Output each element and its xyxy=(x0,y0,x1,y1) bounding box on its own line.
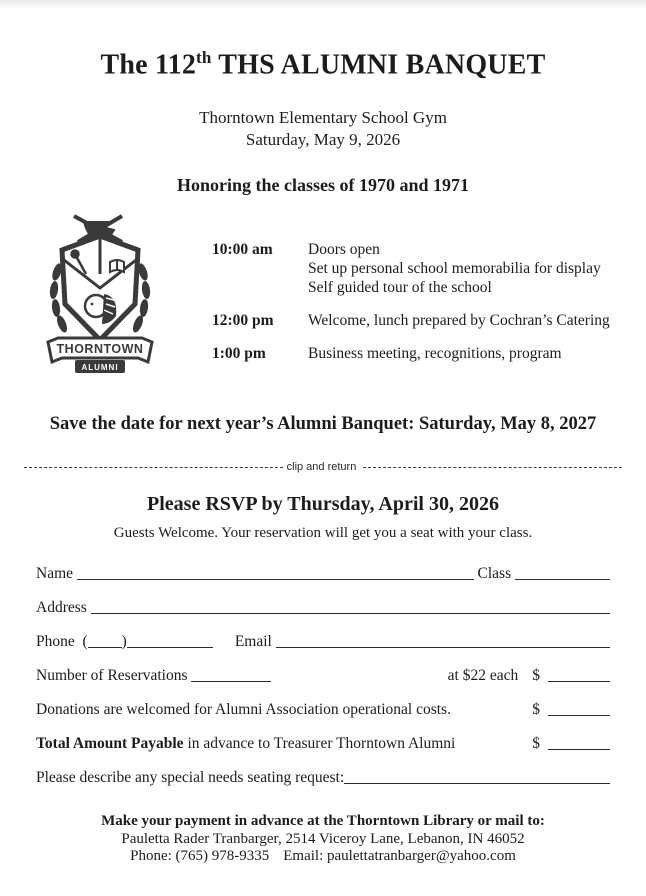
total-row xyxy=(36,734,610,753)
banner-ribbon xyxy=(48,338,152,373)
paren-open: ( xyxy=(82,633,88,651)
contact-line xyxy=(36,848,610,866)
venue-line: Thorntown Elementary School Gym xyxy=(199,108,447,128)
phone-label: Phone xyxy=(36,633,83,651)
class-field[interactable] xyxy=(515,579,610,580)
save-the-date-line: Save the date for next year’s Alumni Banquet: Saturday, May 8, 2027 xyxy=(49,414,597,435)
donations-amount-field[interactable] xyxy=(548,715,610,716)
donations-amount-group xyxy=(532,701,610,719)
schedule-item: Business meeting, recognitions, program xyxy=(308,345,562,363)
class-label: Class xyxy=(473,565,515,583)
divider-dashes-right xyxy=(363,467,622,468)
area-code-field[interactable] xyxy=(88,647,122,648)
reservations-label: Number of Reservations xyxy=(36,667,192,685)
clip-and-return-divider xyxy=(24,461,622,473)
payment-instruction: Make your payment in advance at the Thorntown Library or mail to: xyxy=(101,813,545,830)
title-superscript: th xyxy=(196,48,212,67)
book-quadrant-icon xyxy=(110,260,124,272)
rsvp-form xyxy=(36,564,610,787)
reservations-field[interactable] xyxy=(191,681,271,682)
schedule-items xyxy=(308,240,601,297)
banner-text: THORNTOWN xyxy=(56,342,144,357)
name-field[interactable] xyxy=(77,579,474,580)
schedule-time: 12:00 pm xyxy=(212,312,274,330)
reservations-amount-field[interactable] xyxy=(548,681,610,682)
total-label-bold: Total Amount Payable xyxy=(36,735,184,753)
name-row xyxy=(36,564,610,583)
honoring-line: Honoring the classes of 1970 and 1971 xyxy=(176,175,470,196)
payment-footer xyxy=(36,813,610,866)
dollar-sign: $ xyxy=(532,735,540,753)
donations-row xyxy=(36,700,610,719)
special-needs-row xyxy=(36,768,610,787)
address-field[interactable] xyxy=(91,613,610,614)
venue-block xyxy=(36,107,610,151)
mailing-address: Pauletta Rader Tranbarger, 2514 Viceroy Lane, Lebanon, IN 46052 xyxy=(121,830,525,847)
schedule-row xyxy=(212,311,610,330)
phone-email-row xyxy=(36,632,610,651)
special-needs-field[interactable] xyxy=(344,783,610,784)
subbanner-text: ALUMNI xyxy=(81,363,119,373)
reservations-row xyxy=(36,666,610,685)
email-field[interactable] xyxy=(276,647,610,648)
total-amount-field[interactable] xyxy=(548,749,610,750)
paren-close: ) xyxy=(121,633,127,651)
title-prefix: The 112 xyxy=(100,49,197,81)
logo-schedule-band xyxy=(36,212,610,388)
schedule-item: Set up personal school memorabilia for display xyxy=(308,260,601,278)
reservations-amount-group xyxy=(532,667,610,685)
rsvp-heading: Please RSVP by Thursday, April 30, 2026 xyxy=(147,493,499,516)
contact-email: Email: paulettatranbarger@yahoo.com xyxy=(283,848,516,865)
special-needs-label: Please describe any special needs seating request: xyxy=(36,769,345,787)
page-title xyxy=(36,48,610,81)
date-line: Saturday, May 9, 2026 xyxy=(245,130,401,150)
schedule-item: Doors open xyxy=(308,241,380,259)
schedule xyxy=(212,212,610,363)
dollar-sign: $ xyxy=(532,701,540,719)
schedule-row xyxy=(212,240,610,297)
alumni-crest-logo xyxy=(44,212,156,384)
schedule-items xyxy=(308,344,562,363)
clip-and-return-label: clip and return xyxy=(286,461,360,474)
divider-dashes-left xyxy=(24,467,283,468)
email-label: Email xyxy=(234,633,276,651)
contact-phone: Phone: (765) 978-9335 xyxy=(130,848,270,865)
phone-field[interactable] xyxy=(127,647,213,648)
address-label: Address xyxy=(36,599,91,617)
dollar-sign: $ xyxy=(532,667,540,685)
schedule-time: 1:00 pm xyxy=(212,345,266,363)
name-label: Name xyxy=(36,565,77,583)
rsvp-subheading: Guests Welcome. Your reservation will get you a seat with your class. xyxy=(113,525,533,542)
donations-label: Donations are welcomed for Alumni Association operational costs. xyxy=(36,701,451,719)
total-label-rest: in advance to Treasurer Thorntown Alumni xyxy=(183,735,456,753)
schedule-item: Self guided tour of the school xyxy=(308,279,492,297)
schedule-item: Welcome, lunch prepared by Cochran’s Catering xyxy=(308,312,610,330)
schedule-row xyxy=(212,344,610,363)
price-each-label: at $22 each xyxy=(447,667,519,685)
address-row xyxy=(36,598,610,617)
total-amount-group xyxy=(532,735,610,753)
schedule-items xyxy=(308,311,610,330)
schedule-time: 10:00 am xyxy=(212,241,273,259)
title-suffix: THS ALUMNI BANQUET xyxy=(211,49,546,81)
